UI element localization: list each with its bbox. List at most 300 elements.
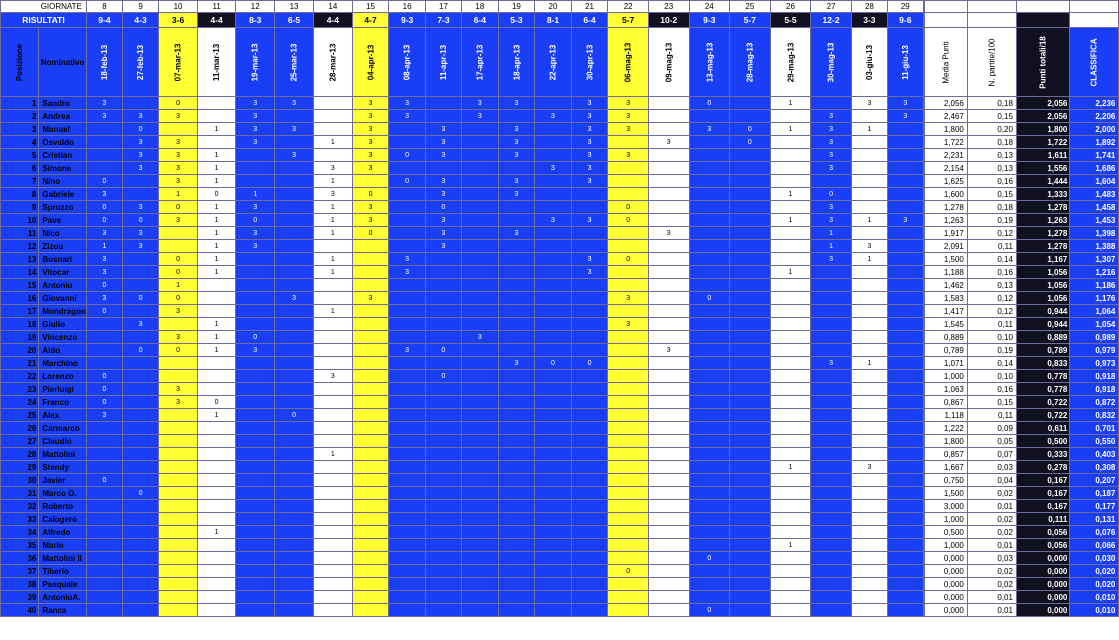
score-cell (535, 383, 572, 396)
player-row (1, 435, 1119, 448)
score-cell: 3 (313, 188, 352, 201)
score-cell (425, 422, 461, 435)
score-cell (86, 357, 122, 370)
media-punti: 1,063 (924, 383, 967, 396)
score-cell (498, 409, 535, 422)
score-cell (770, 448, 811, 461)
player-name: Lorenzo (39, 370, 87, 383)
match-result: 10-2 (648, 13, 689, 28)
partite-ratio: 0,14 (967, 357, 1016, 370)
score-cell (275, 305, 314, 318)
score-cell (571, 578, 608, 591)
score-cell (352, 526, 389, 539)
player-row (1, 201, 1119, 214)
score-cell: 3 (571, 97, 608, 110)
score-cell (730, 370, 771, 383)
score-cell (887, 383, 923, 396)
score-cell (462, 539, 499, 552)
score-cell (275, 565, 314, 578)
score-cell (730, 214, 771, 227)
match-result: 12-2 (811, 13, 852, 28)
score-cell (498, 253, 535, 266)
score-cell (236, 305, 275, 318)
score-cell: 3 (811, 357, 852, 370)
score-cell (498, 331, 535, 344)
score-cell (689, 175, 730, 188)
score-cell (86, 604, 122, 617)
score-cell (571, 422, 608, 435)
score-cell (648, 318, 689, 331)
score-cell (811, 331, 852, 344)
score-cell (571, 526, 608, 539)
score-cell (648, 188, 689, 201)
score-cell (197, 422, 235, 435)
score-cell (236, 604, 275, 617)
partite-ratio: 0,19 (967, 344, 1016, 357)
media-punti: 1,667 (924, 461, 967, 474)
score-cell (851, 318, 887, 331)
score-cell: 1 (313, 227, 352, 240)
score-cell (770, 292, 811, 305)
score-cell (389, 136, 426, 149)
player-name: Javier (39, 474, 87, 487)
score-cell: 1 (86, 240, 122, 253)
score-cell (571, 370, 608, 383)
position-cell: 21 (1, 357, 39, 370)
score-cell (275, 383, 314, 396)
match-date: 09-mag-13 (664, 42, 674, 82)
score-cell: 3 (851, 240, 887, 253)
score-cell: 1 (313, 201, 352, 214)
score-cell (236, 149, 275, 162)
score-cell: 3 (608, 292, 649, 305)
score-cell (648, 97, 689, 110)
position-cell: 6 (1, 162, 39, 175)
score-cell (275, 214, 314, 227)
score-cell (236, 513, 275, 526)
score-cell (887, 227, 923, 240)
media-punti: 1,000 (924, 370, 967, 383)
score-cell: 0 (352, 227, 389, 240)
date-header (648, 28, 689, 97)
player-name: Mattolini (39, 448, 87, 461)
player-name: Vitocar (39, 266, 87, 279)
score-cell (851, 188, 887, 201)
score-cell (389, 331, 426, 344)
score-cell (851, 578, 887, 591)
position-cell: 14 (1, 266, 39, 279)
position-cell: 12 (1, 240, 39, 253)
player-row (1, 409, 1119, 422)
score-cell (313, 565, 352, 578)
score-cell: 3 (236, 97, 275, 110)
score-cell (425, 513, 461, 526)
media-punti: 1,263 (924, 214, 967, 227)
score-cell: 0 (159, 292, 198, 305)
score-cell (313, 409, 352, 422)
player-row (1, 370, 1119, 383)
score-cell: 1 (197, 526, 235, 539)
score-cell (425, 526, 461, 539)
score-cell (887, 331, 923, 344)
nominativo-header: Nominativo (39, 28, 87, 97)
score-cell (123, 409, 159, 422)
score-cell (498, 383, 535, 396)
score-cell (236, 578, 275, 591)
score-cell (535, 227, 572, 240)
score-cell (389, 396, 426, 409)
score-cell (811, 318, 852, 331)
score-cell (811, 344, 852, 357)
score-cell (571, 448, 608, 461)
punti-totali: 1,556 (1016, 162, 1069, 175)
score-cell (197, 305, 235, 318)
score-cell (770, 565, 811, 578)
score-cell (313, 383, 352, 396)
media-punti: 1,278 (924, 201, 967, 214)
score-cell: 3 (159, 162, 198, 175)
partite-ratio: 0,12 (967, 227, 1016, 240)
punti-totali: 0,167 (1016, 474, 1069, 487)
score-cell (389, 474, 426, 487)
player-name: Mattolini II (39, 552, 87, 565)
punti-totali: 0,889 (1016, 331, 1069, 344)
score-cell (123, 539, 159, 552)
stat-label: CLASSIFICA (1089, 38, 1099, 86)
score-cell (159, 318, 198, 331)
score-cell (730, 513, 771, 526)
score-cell (608, 578, 649, 591)
score-cell (770, 474, 811, 487)
match-date: 30-mag-13 (826, 42, 836, 82)
score-cell (86, 565, 122, 578)
score-cell (352, 409, 389, 422)
score-cell (811, 383, 852, 396)
score-cell: 3 (123, 136, 159, 149)
score-cell (123, 175, 159, 188)
score-cell (236, 565, 275, 578)
score-cell (275, 175, 314, 188)
player-row (1, 500, 1119, 513)
score-cell: 3 (462, 110, 499, 123)
score-cell (770, 487, 811, 500)
partite-ratio: 0,03 (967, 461, 1016, 474)
giornata-number: 22 (608, 1, 649, 13)
score-cell (770, 435, 811, 448)
score-cell (648, 591, 689, 604)
classifica-value: 0,979 (1070, 344, 1119, 357)
date-header (159, 28, 198, 97)
score-cell (462, 526, 499, 539)
score-cell (425, 435, 461, 448)
score-cell (887, 370, 923, 383)
score-cell (498, 279, 535, 292)
score-cell (313, 357, 352, 370)
score-cell (887, 487, 923, 500)
score-cell (730, 279, 771, 292)
score-cell (535, 578, 572, 591)
score-cell (535, 474, 572, 487)
score-cell (730, 227, 771, 240)
score-cell: 3 (571, 175, 608, 188)
score-cell (197, 565, 235, 578)
score-cell (123, 552, 159, 565)
date-header (535, 28, 572, 97)
score-cell (275, 136, 314, 149)
score-cell: 1 (851, 357, 887, 370)
giornata-number: 24 (689, 1, 730, 13)
partite-ratio: 0,11 (967, 240, 1016, 253)
score-cell (851, 292, 887, 305)
score-cell (236, 175, 275, 188)
score-cell: 1 (770, 266, 811, 279)
score-cell (608, 435, 649, 448)
score-cell (275, 331, 314, 344)
score-cell: 0 (389, 149, 426, 162)
player-name: Manuel (39, 123, 87, 136)
player-row (1, 552, 1119, 565)
score-cell: 3 (425, 149, 461, 162)
score-cell (648, 370, 689, 383)
score-cell: 0 (159, 253, 198, 266)
score-cell (389, 578, 426, 591)
score-cell (498, 565, 535, 578)
score-cell (608, 162, 649, 175)
score-cell (123, 474, 159, 487)
score-cell (571, 539, 608, 552)
score-cell (689, 253, 730, 266)
score-cell (730, 409, 771, 422)
partite-ratio: 0,15 (967, 110, 1016, 123)
score-cell (236, 253, 275, 266)
score-cell (352, 604, 389, 617)
score-cell (498, 500, 535, 513)
score-cell (197, 292, 235, 305)
score-cell (275, 110, 314, 123)
match-date: 08-apr-13 (402, 44, 412, 80)
score-cell (608, 136, 649, 149)
classifica-value: 1,458 (1070, 201, 1119, 214)
score-cell (236, 162, 275, 175)
score-cell: 0 (86, 305, 122, 318)
score-cell (851, 331, 887, 344)
score-cell (275, 578, 314, 591)
score-cell (159, 500, 198, 513)
score-cell (425, 591, 461, 604)
score-cell (608, 500, 649, 513)
score-cell: 0 (197, 188, 235, 201)
player-name: Pave (39, 214, 87, 227)
score-cell (275, 591, 314, 604)
score-cell (535, 422, 572, 435)
score-cell (352, 422, 389, 435)
match-result: 6-5 (275, 13, 314, 28)
classifica-value: 1,892 (1070, 136, 1119, 149)
score-cell: 3 (648, 227, 689, 240)
giornata-number: 9 (123, 1, 159, 13)
score-cell (851, 591, 887, 604)
classifica-value: 1,176 (1070, 292, 1119, 305)
player-name: Marco O. (39, 487, 87, 500)
score-cell: 1 (770, 188, 811, 201)
player-row (1, 110, 1119, 123)
score-cell (352, 318, 389, 331)
player-row (1, 175, 1119, 188)
score-cell (389, 370, 426, 383)
date-header (608, 28, 649, 97)
score-cell (86, 448, 122, 461)
date-header (352, 28, 389, 97)
score-cell (389, 123, 426, 136)
score-cell (313, 422, 352, 435)
position-cell: 22 (1, 370, 39, 383)
score-cell (535, 188, 572, 201)
score-cell (648, 422, 689, 435)
score-cell (770, 578, 811, 591)
score-cell (770, 331, 811, 344)
match-date: 13-mag-13 (704, 42, 714, 82)
score-cell (851, 279, 887, 292)
partite-ratio: 0,10 (967, 370, 1016, 383)
score-cell (123, 266, 159, 279)
score-cell (571, 227, 608, 240)
score-cell (275, 318, 314, 331)
score-cell (275, 240, 314, 253)
score-cell (887, 461, 923, 474)
score-cell: 1 (313, 175, 352, 188)
classifica-value: 0,918 (1070, 383, 1119, 396)
score-cell (275, 357, 314, 370)
score-cell: 3 (571, 253, 608, 266)
position-cell: 24 (1, 396, 39, 409)
score-cell (159, 240, 198, 253)
score-cell (197, 279, 235, 292)
score-cell (811, 526, 852, 539)
score-cell (648, 448, 689, 461)
score-cell: 3 (571, 214, 608, 227)
match-result: 4-4 (197, 13, 235, 28)
score-cell (770, 318, 811, 331)
media-punti: 1,000 (924, 539, 967, 552)
score-cell: 0 (352, 188, 389, 201)
score-cell (730, 292, 771, 305)
score-cell (425, 474, 461, 487)
score-cell (462, 487, 499, 500)
score-cell (159, 591, 198, 604)
punti-totali: 1,444 (1016, 175, 1069, 188)
stat-header (967, 28, 1016, 97)
score-cell (770, 253, 811, 266)
score-cell: 0 (689, 292, 730, 305)
classifica-value: 2,206 (1070, 110, 1119, 123)
score-cell (811, 487, 852, 500)
score-cell (462, 318, 499, 331)
score-cell (608, 331, 649, 344)
score-cell (730, 253, 771, 266)
score-cell (887, 474, 923, 487)
score-cell: 0 (425, 370, 461, 383)
giornate-label: GIORNATE (1, 1, 87, 13)
score-cell: 1 (313, 305, 352, 318)
classifica-value: 1,453 (1070, 214, 1119, 227)
score-cell (535, 409, 572, 422)
score-cell (608, 383, 649, 396)
score-cell (851, 565, 887, 578)
player-row (1, 422, 1119, 435)
media-punti: 0,789 (924, 344, 967, 357)
empty-cell (967, 1, 1016, 13)
score-cell (689, 370, 730, 383)
score-cell (648, 266, 689, 279)
score-cell (770, 383, 811, 396)
score-cell (462, 396, 499, 409)
partite-ratio: 0,02 (967, 578, 1016, 591)
partite-ratio: 0,05 (967, 435, 1016, 448)
score-cell (851, 136, 887, 149)
score-cell (535, 292, 572, 305)
score-cell: 3 (571, 149, 608, 162)
media-punti: 1,500 (924, 253, 967, 266)
score-cell (887, 396, 923, 409)
score-cell (689, 357, 730, 370)
score-cell (462, 123, 499, 136)
score-cell (648, 175, 689, 188)
date-header (389, 28, 426, 97)
score-cell (811, 292, 852, 305)
score-cell (648, 292, 689, 305)
score-cell (535, 500, 572, 513)
score-cell: 3 (86, 266, 122, 279)
score-cell (275, 435, 314, 448)
score-cell (498, 461, 535, 474)
score-cell (159, 422, 198, 435)
position-cell: 30 (1, 474, 39, 487)
score-cell (425, 461, 461, 474)
score-cell (159, 461, 198, 474)
punti-totali: 0,833 (1016, 357, 1069, 370)
score-cell (498, 240, 535, 253)
score-cell: 0 (86, 396, 122, 409)
score-cell (887, 409, 923, 422)
score-cell (498, 370, 535, 383)
score-cell (236, 279, 275, 292)
punti-totali: 0,000 (1016, 591, 1069, 604)
score-cell (851, 162, 887, 175)
score-cell (689, 331, 730, 344)
date-header (313, 28, 352, 97)
score-cell: 0 (389, 175, 426, 188)
score-cell: 0 (123, 123, 159, 136)
score-cell: 3 (123, 318, 159, 331)
classifica-value: 0,973 (1070, 357, 1119, 370)
media-punti: 2,056 (924, 97, 967, 110)
score-cell: 1 (197, 149, 235, 162)
score-cell (811, 461, 852, 474)
score-cell: 3 (608, 149, 649, 162)
score-cell: 0 (86, 474, 122, 487)
score-cell (197, 500, 235, 513)
score-cell (389, 292, 426, 305)
score-cell (275, 370, 314, 383)
match-result: 9-4 (86, 13, 122, 28)
score-cell (887, 240, 923, 253)
score-cell: 3 (608, 110, 649, 123)
score-cell (389, 227, 426, 240)
date-header (851, 28, 887, 97)
score-cell (689, 474, 730, 487)
score-cell (811, 370, 852, 383)
score-cell (608, 188, 649, 201)
